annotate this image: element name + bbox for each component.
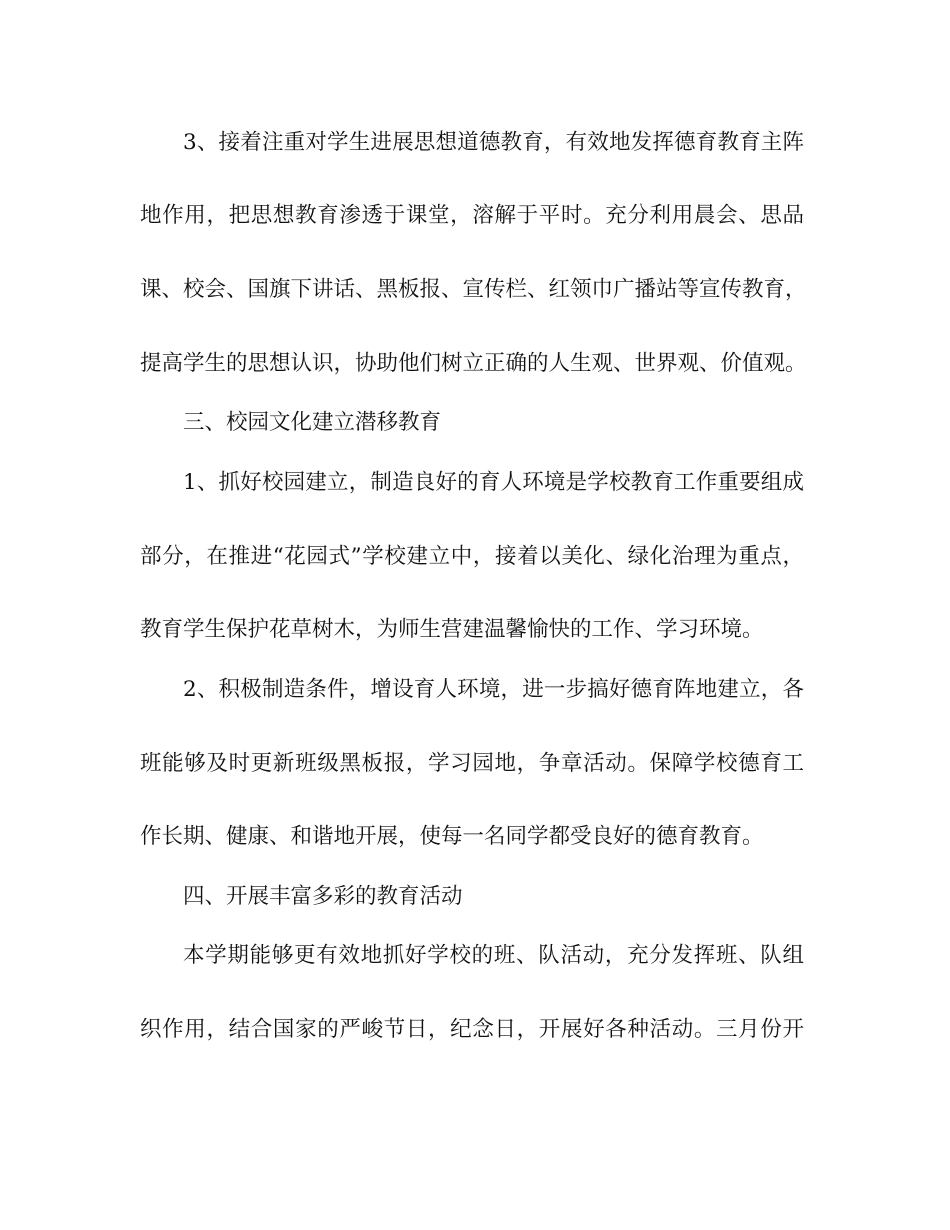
paragraph-3-line-3: 课、校会、国旗下讲话、黑板报、宣传栏、红领巾广播站等宣传教育，	[140, 277, 807, 302]
paragraph-3-line-2: 地作用，把思想教育渗透于课堂，溶解于平时。充分利用晨会、思品	[140, 203, 804, 228]
paragraph-s3-1-line-3: 教育学生保护花草树木，为师生营建温馨愉快的工作、学习环境。	[140, 617, 764, 642]
section-heading-4: 四、开展丰富多彩的教育活动	[183, 884, 463, 909]
paragraph-s3-1-line-2: 部分，在推进“花园式”学校建立中，接着以美化、绿化治理为重点，	[140, 544, 804, 569]
paragraph-3-line-4: 提高学生的思想认识，协助他们树立正确的人生观、世界观、价值观。	[140, 351, 807, 376]
paragraph-s4-line-1: 本学期能够更有效地抓好学校的班、队活动，充分发挥班、队组	[183, 943, 804, 968]
paragraph-s3-2-line-2: 班能够及时更新班级黑板报，学习园地，争章活动。保障学校德育工	[140, 751, 804, 776]
paragraph-s4-line-2: 织作用，结合国家的严峻节日，纪念日，开展好各种活动。三月份开	[140, 1017, 804, 1042]
paragraph-s3-1-line-1: 1、抓好校园建立，制造良好的育人环境是学校教育工作重要组成	[183, 470, 804, 495]
section-heading-3: 三、校园文化建立潜移教育	[183, 410, 442, 435]
paragraph-s3-2-line-3: 作长期、健康、和谐地开展，使每一名同学都受良好的德育教育。	[140, 824, 764, 849]
paragraph-s3-2-line-1: 2、积极制造条件，增设育人环境，进一步搞好德育阵地建立，各	[183, 677, 804, 702]
paragraph-3-line-1: 3、接着注重对学生进展思想道德教育，有效地发挥德育教育主阵	[183, 130, 804, 155]
